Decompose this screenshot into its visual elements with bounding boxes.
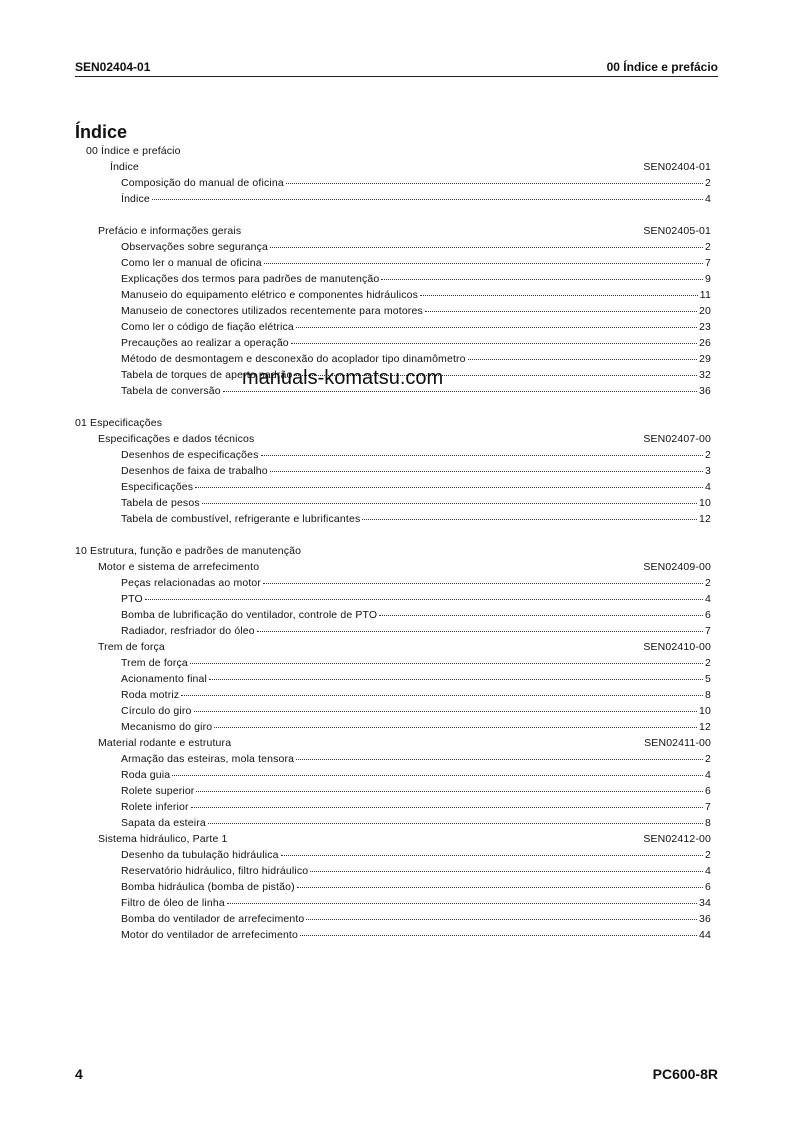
toc-entry-label: Roda guia <box>121 769 171 781</box>
toc-entry-page: 2 <box>705 849 711 861</box>
toc-group-label: Material rodante e estrutura <box>98 737 232 749</box>
toc-entry-page: 9 <box>705 273 711 285</box>
toc-entry <box>121 800 711 815</box>
toc-entry-page: 3 <box>705 465 711 477</box>
toc-entry-page: 7 <box>705 625 711 637</box>
toc-entry <box>121 656 711 671</box>
toc-entry-page: 2 <box>705 177 711 189</box>
toc-entry-label: Composição do manual de oficina <box>121 177 284 189</box>
toc-entry-page: 6 <box>705 785 711 797</box>
toc-group-code: SEN02404-01 <box>643 161 711 173</box>
toc-entry-page: 7 <box>705 257 711 269</box>
toc-entry-page: 32 <box>699 369 711 381</box>
toc-entry <box>121 928 711 943</box>
toc-entry-page: 7 <box>705 801 711 813</box>
toc-entry-label: Desenhos de faixa de trabalho <box>121 465 268 477</box>
toc-group-label: Motor e sistema de arrefecimento <box>98 561 260 573</box>
toc-entry <box>121 768 711 783</box>
toc-entry <box>121 320 711 335</box>
toc-entry <box>121 880 711 895</box>
toc-entry-page: 10 <box>699 497 711 509</box>
toc-group <box>98 224 711 239</box>
toc-entry-label: Como ler o código de fiação elétrica <box>121 321 294 333</box>
toc-entry-page: 2 <box>705 241 711 253</box>
toc-entry-label: Observações sobre segurança <box>121 241 269 253</box>
toc-entry <box>121 848 711 863</box>
toc-entry-page: 36 <box>699 913 711 925</box>
toc-entry <box>121 720 711 735</box>
toc-entry-label: Armação das esteiras, mola tensora <box>121 753 295 765</box>
toc-section: 10 Estrutura, função e padrões de manutenção <box>75 545 302 557</box>
toc-entry-page: 8 <box>705 817 711 829</box>
toc-entry-page: 20 <box>699 305 711 317</box>
toc-entry-page: 34 <box>699 897 711 909</box>
toc-entry <box>121 288 711 303</box>
toc-entry-label: Rolete inferior <box>121 801 189 813</box>
toc-entry-label: Reservatório hidráulico, filtro hidráulico <box>121 865 309 877</box>
toc-group-label: Sistema hidráulico, Parte 1 <box>98 833 228 845</box>
toc-entry <box>121 688 711 703</box>
toc-entry-label: Rolete superior <box>121 785 195 797</box>
toc-entry <box>121 496 711 511</box>
toc-group <box>110 160 711 175</box>
toc-entry-label: Bomba do ventilador de arrefecimento <box>121 913 305 925</box>
toc-entry-page: 4 <box>705 593 711 605</box>
toc-group <box>98 560 711 575</box>
toc-entry-page: 5 <box>705 673 711 685</box>
toc-group-label: Prefácio e informações gerais <box>98 225 242 237</box>
toc-entry <box>121 352 711 367</box>
toc-entry-page: 11 <box>699 289 711 301</box>
toc-entry-page: 4 <box>705 865 711 877</box>
toc-entry-page: 4 <box>705 193 711 205</box>
toc-entry <box>121 896 711 911</box>
toc-entry <box>121 704 711 719</box>
toc-group <box>98 832 711 847</box>
toc-entry <box>121 816 711 831</box>
toc-entry <box>121 336 711 351</box>
section-title: 00 Índice e prefácio <box>606 60 718 74</box>
page-title: Índice <box>75 122 128 142</box>
toc-entry <box>121 448 711 463</box>
toc-group-code: SEN02411-00 <box>644 737 711 749</box>
toc-group <box>98 736 711 751</box>
watermark-text: manuals-komatsu.com <box>242 367 444 389</box>
toc-entry <box>121 176 711 191</box>
toc-entry <box>121 608 711 623</box>
toc-entry-page: 29 <box>699 353 711 365</box>
toc-entry <box>121 512 711 527</box>
toc-section: 00 Índice e prefácio <box>86 145 181 157</box>
toc-entry-label: Peças relacionadas ao motor <box>121 577 262 589</box>
toc-entry <box>121 304 711 319</box>
toc-entry-page: 2 <box>705 753 711 765</box>
toc-entry-label: Índice <box>121 193 150 205</box>
toc-entry <box>121 784 711 799</box>
toc-group-label: Índice <box>110 161 139 173</box>
toc-entry-page: 10 <box>699 705 711 717</box>
toc-entry-label: Como ler o manual de oficina <box>121 257 262 269</box>
toc-entry <box>121 192 711 207</box>
toc-entry-label: Motor do ventilador de arrefecimento <box>121 929 298 941</box>
toc-entry-page: 2 <box>705 577 711 589</box>
toc-entry-label: Bomba de lubrificação do ventilador, controle de PTO <box>121 609 378 621</box>
page-number: 4 <box>75 1066 83 1082</box>
toc-entry-page: 4 <box>705 481 711 493</box>
toc-entry <box>121 576 711 591</box>
toc-entry-label: Tabela de combustível, refrigerante e lubrificantes <box>121 513 361 525</box>
toc-entry-page: 36 <box>699 385 711 397</box>
toc-entry-label: Círculo do giro <box>121 705 192 717</box>
toc-entry-label: Tabela de pesos <box>121 497 200 509</box>
toc-group-label: Trem de força <box>98 641 165 653</box>
toc-entry-label: Manuseio do equipamento elétrico e componentes hidráulicos <box>121 289 419 301</box>
toc-entry-label: Tabela de conversão <box>121 385 221 397</box>
toc-entry-page: 4 <box>705 769 711 781</box>
toc-entry-page: 2 <box>705 657 711 669</box>
model-name: PC600-8R <box>652 1066 718 1082</box>
toc-entry-page: 6 <box>705 609 711 621</box>
toc-entry <box>121 672 711 687</box>
toc-section: 01 Especificações <box>75 417 163 429</box>
toc-entry-page: 12 <box>699 721 711 733</box>
toc-entry <box>121 912 711 927</box>
toc-entry-label: Manuseio de conectores utilizados recentemente para motores <box>121 305 423 317</box>
toc-entry-label: Filtro de óleo de linha <box>121 897 225 909</box>
toc-entry <box>121 256 711 271</box>
page-header <box>75 58 718 77</box>
toc-entry <box>121 864 711 879</box>
toc-entry-label: Desenho da tubulação hidráulica <box>121 849 279 861</box>
toc-entry-page: 6 <box>705 881 711 893</box>
toc-entry-page: 44 <box>699 929 711 941</box>
toc-entry <box>121 752 711 767</box>
toc-group-code: SEN02410-00 <box>643 641 711 653</box>
toc-entry-label: Trem de força <box>121 657 188 669</box>
toc-entry-page: 8 <box>705 689 711 701</box>
doc-code: SEN02404-01 <box>75 60 151 74</box>
toc-group-code: SEN02409-00 <box>643 561 711 573</box>
toc-entry-label: Precauções ao realizar a operação <box>121 337 289 349</box>
toc-entry <box>121 240 711 255</box>
toc-entry <box>121 592 711 607</box>
toc-entry-label: Sapata da esteira <box>121 817 206 829</box>
toc-entry-label: Roda motriz <box>121 689 180 701</box>
toc-entry-label: Radiador, resfriador do óleo <box>121 625 255 637</box>
toc-entry-label: Método de desmontagem e desconexão do acoplador tipo dinamômetro <box>121 353 466 365</box>
toc-entry-page: 12 <box>699 513 711 525</box>
toc-group-code: SEN02405-01 <box>643 225 711 237</box>
toc-group <box>98 432 711 447</box>
toc-group <box>98 640 711 655</box>
toc-entry-label: Bomba hidráulica (bomba de pistão) <box>121 881 295 893</box>
toc-group-label: Especificações e dados técnicos <box>98 433 255 445</box>
toc-entry <box>121 464 711 479</box>
toc-group-code: SEN02412-00 <box>643 833 711 845</box>
toc-entry <box>121 480 711 495</box>
toc-entry-page: 2 <box>705 449 711 461</box>
toc-entry-label: Explicações dos termos para padrões de manutenção <box>121 273 380 285</box>
toc-entry-page: 23 <box>699 321 711 333</box>
toc-entry-page: 26 <box>699 337 711 349</box>
toc-entry-label: PTO <box>121 593 143 605</box>
toc-entry <box>121 272 711 287</box>
toc-entry <box>121 624 711 639</box>
toc-entry-label: Tabela de torques de aperto padrão <box>121 369 293 381</box>
toc-entry-label: Mecanismo do giro <box>121 721 213 733</box>
toc-entry-label: Acionamento final <box>121 673 208 685</box>
toc-entry-label: Especificações <box>121 481 194 493</box>
toc-group-code: SEN02407-00 <box>643 433 711 445</box>
toc-entry-label: Desenhos de especificações <box>121 449 259 461</box>
